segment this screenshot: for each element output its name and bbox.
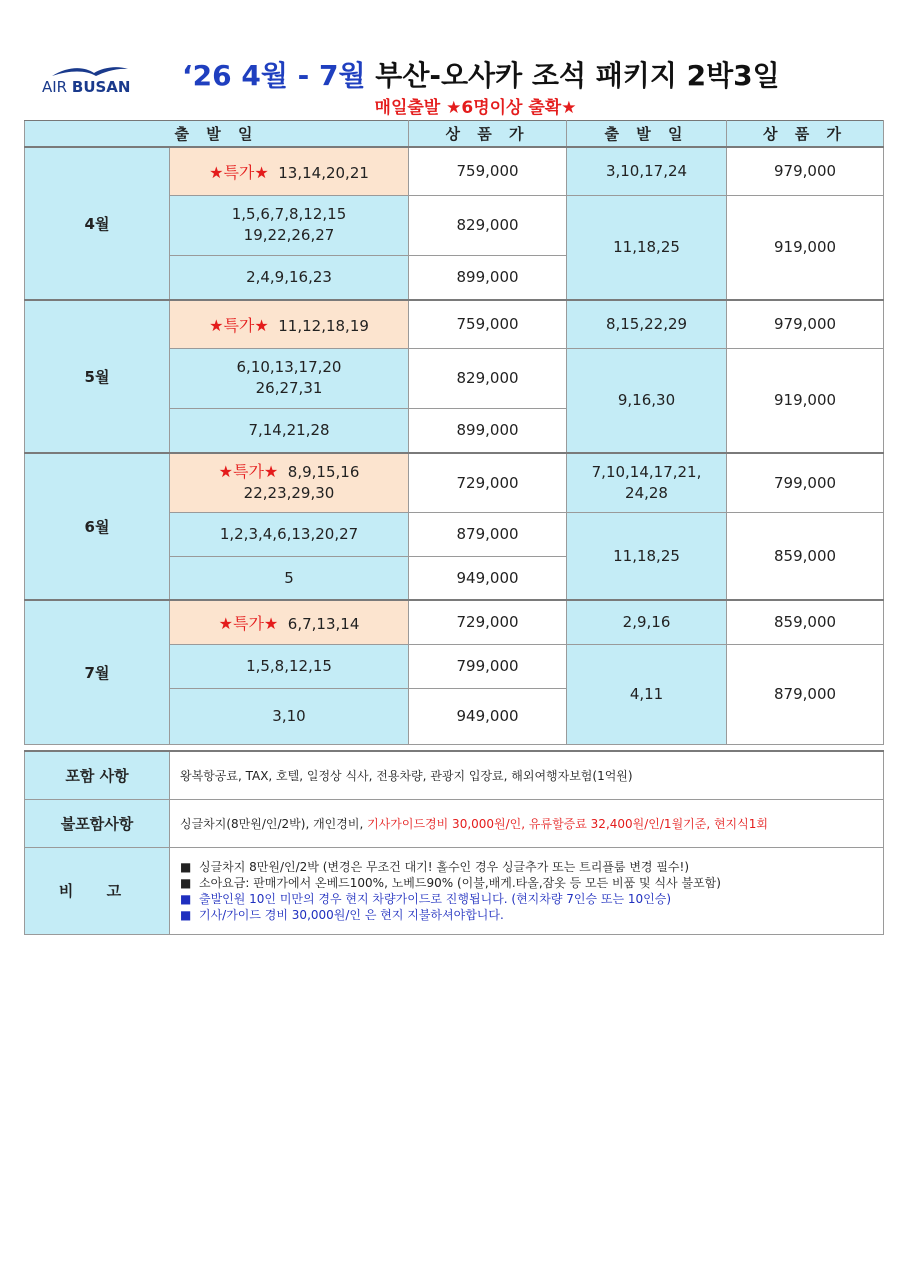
page-subtitle: 매일출발 ★6명이상 출확★: [374, 98, 577, 118]
dates-cell: 2,4,9,16,23: [170, 255, 409, 300]
dates-cell: 3,10: [170, 688, 409, 744]
special-badge: ★특가★: [209, 162, 269, 182]
dates-cell: 7,14,21,28: [170, 408, 409, 453]
dates-cell: 9,16,30: [567, 348, 727, 453]
note-item: ■ 기사/가이드 경비 30,000원/인 은 현지 지불하셔야합니다.: [180, 907, 504, 922]
price-cell: 899,000: [409, 408, 567, 453]
month-label: 4월: [25, 147, 170, 300]
included-label: 포함 사항: [25, 751, 170, 799]
dates-cell: 7,10,14,17,21, 24,28: [567, 453, 727, 512]
dates-cell: 11,18,25: [567, 512, 727, 600]
price-cell: 879,000: [727, 644, 884, 744]
dates-cell: 6,10,13,17,20 26,27,31: [170, 348, 409, 408]
dates-cell: 11,18,25: [567, 195, 727, 300]
special-badge: ★특가★: [218, 462, 279, 482]
table-row: [25, 300, 884, 348]
dates-cell: 5: [170, 556, 409, 600]
notes-row: [25, 847, 884, 934]
price-cell: 759,000: [409, 300, 567, 348]
special-dates-cell: ★특가★ 13,14,20,21: [170, 147, 409, 195]
price-cell: 799,000: [409, 644, 567, 688]
info-table: [24, 750, 884, 935]
price-cell: 949,000: [409, 688, 567, 744]
excluded-row: [25, 799, 884, 847]
included-text: 왕복항공료, TAX, 호텔, 일정상 식사, 전용차량, 관광지 입장료, 해외여행자보험(1억원): [170, 751, 884, 799]
price-cell: 899,000: [409, 255, 567, 300]
dates-cell: 8,15,22,29: [567, 300, 727, 348]
excluded-text: 싱글차지(8만원/인/2박), 개인경비, 기사가이드경비 30,000원/인, 유류할증료 32,400원/인/1월기준, 현지식1회: [170, 799, 884, 847]
month-label: 7월: [25, 600, 170, 744]
month-label: 5월: [25, 300, 170, 453]
price-cell: 859,000: [727, 512, 884, 600]
price-cell: 859,000: [727, 600, 884, 644]
special-dates-cell: ★특가★ 8,9,15,16 22,23,29,30: [170, 453, 409, 512]
special-badge: ★특가★: [218, 613, 279, 633]
dates-cell: 4,11: [567, 644, 727, 744]
header-departure-2: 출 발 일: [567, 121, 727, 148]
header-price-1: 상 품 가: [409, 121, 567, 148]
special-dates-cell: ★특가★ 6,7,13,14: [170, 600, 409, 644]
table-row: [25, 600, 884, 644]
dates-cell: 2,9,16: [567, 600, 727, 644]
month-label: 6월: [25, 453, 170, 600]
note-item: ■ 소아요금: 판매가에서 온베드100%, 노베드90% (이불,배게.타올,잠옷 등 모든 비품 및 식사 불포함): [180, 875, 721, 890]
price-cell: 879,000: [409, 512, 567, 556]
price-cell: 979,000: [727, 300, 884, 348]
notes-label: 비 고: [25, 847, 170, 934]
page-title: [182, 54, 780, 94]
logo-text: AIR BUSAN: [42, 78, 131, 96]
price-cell: 919,000: [727, 348, 884, 453]
special-dates-cell: ★특가★ 11,12,18,19: [170, 300, 409, 348]
title-period: ‘26 4월 - 7월: [182, 59, 366, 92]
price-cell: 759,000: [409, 147, 567, 195]
excluded-label: 불포함사항: [25, 799, 170, 847]
note-item: ■ 싱글차지 8만원/인/2박 (변경은 무조건 대기! 홀수인 경우 싱글추가 또는 트리플룸 변경 필수!): [180, 859, 690, 874]
included-row: [25, 751, 884, 799]
price-cell: 949,000: [409, 556, 567, 600]
price-cell: 979,000: [727, 147, 884, 195]
special-badge: ★특가★: [209, 315, 269, 335]
price-cell: 829,000: [409, 348, 567, 408]
dates-cell: 1,5,8,12,15: [170, 644, 409, 688]
title-product: 부산-오사카 조석 패키지 2박3일: [375, 59, 780, 92]
dates-cell: 3,10,17,24: [567, 147, 727, 195]
dates-cell: 1,2,3,4,6,13,20,27: [170, 512, 409, 556]
table-row: [25, 453, 884, 512]
header-price-2: 상 품 가: [727, 121, 884, 148]
table-header-row: [25, 121, 884, 148]
price-cell: 919,000: [727, 195, 884, 300]
table-row: [25, 147, 884, 195]
price-table: [24, 120, 884, 745]
dates-cell: 1,5,6,7,8,12,15 19,22,26,27: [170, 195, 409, 255]
price-cell: 729,000: [409, 600, 567, 644]
price-cell: 799,000: [727, 453, 884, 512]
price-cell: 729,000: [409, 453, 567, 512]
notes-text: [170, 847, 884, 934]
note-item: ■ 출발인원 10인 미만의 경우 현지 차량가이드로 진행됩니다. (현지차량 7인승 또는 10인승): [180, 891, 672, 906]
price-cell: 829,000: [409, 195, 567, 255]
header-departure-1: 출 발 일: [25, 121, 409, 148]
